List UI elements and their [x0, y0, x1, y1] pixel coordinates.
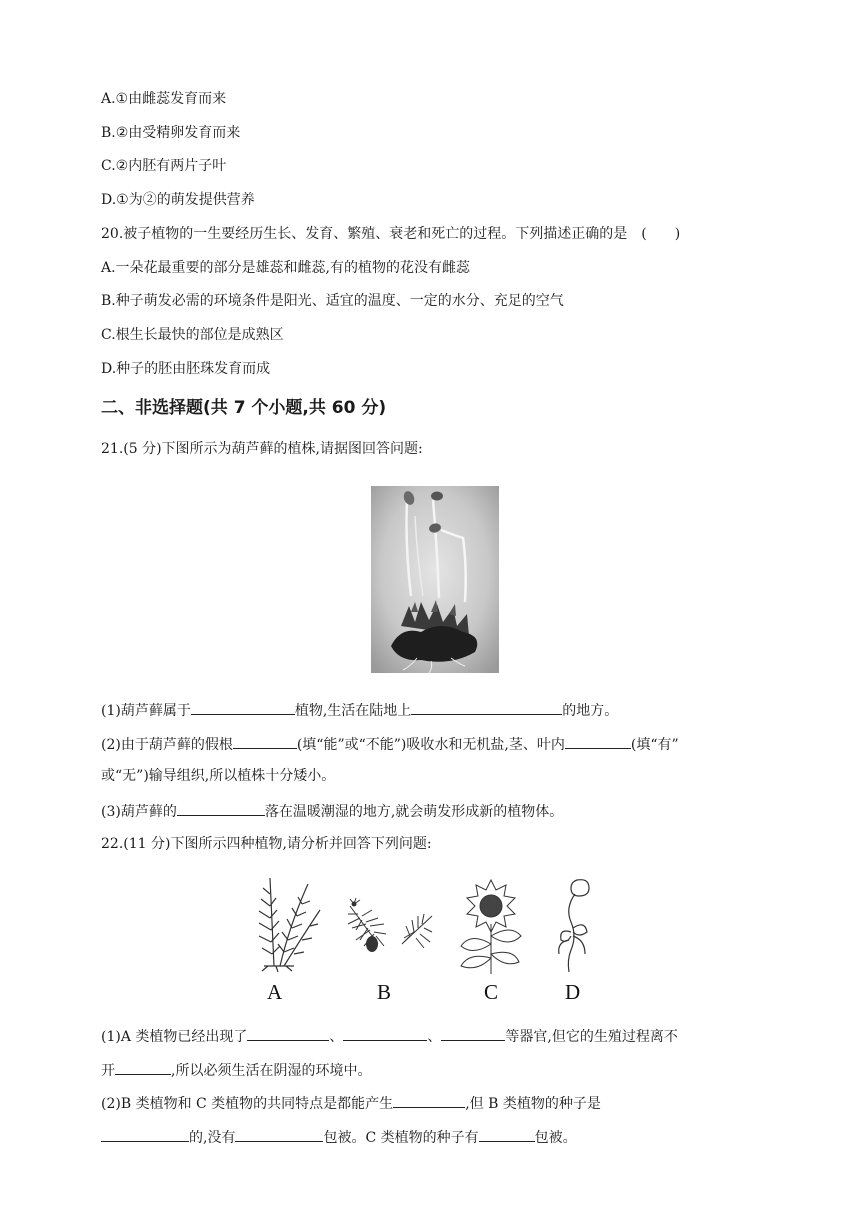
figure-label-b: B: [377, 980, 392, 1004]
q19-option-c: C.②内胚有两片子叶: [101, 158, 227, 174]
pine-illustration: [344, 896, 436, 958]
q20-option-d: D.种子的胚由胚珠发育而成: [101, 361, 271, 377]
answer-blank[interactable]: [177, 800, 265, 816]
answer-blank[interactable]: [247, 1025, 329, 1041]
fern-illustration: [250, 874, 324, 972]
moss-plant-figure: [371, 486, 499, 673]
q20-stem: 20.被子植物的一生要经历生长、发育、繁殖、衰老和死亡的过程。下列描述正确的是 ( ): [101, 226, 681, 242]
answer-blank[interactable]: [411, 699, 562, 715]
q21-part1: (1)葫芦藓属于 植物,生活在陆地上 的地方。: [101, 699, 618, 721]
q20-option-a: A.一朵花最重要的部分是雄蕊和雌蕊,有的植物的花没有雌蕊: [101, 260, 471, 276]
answer-blank[interactable]: [233, 733, 297, 749]
answer-blank[interactable]: [343, 1025, 427, 1041]
answer-blank[interactable]: [191, 699, 295, 715]
answer-blank[interactable]: [235, 1126, 323, 1142]
q21-part2-cont: 或“无”)输导组织,所以植株十分矮小。: [101, 768, 336, 784]
answer-blank[interactable]: [441, 1025, 505, 1041]
answer-blank[interactable]: [479, 1126, 535, 1142]
q19-option-a: A.①由雌蕊发育而来: [101, 91, 227, 107]
answer-blank[interactable]: [115, 1059, 171, 1075]
q19-option-b: B.②由受精卵发育而来: [101, 125, 241, 141]
q22-stem: 22.(11 分)下图所示四种植物,请分析并回答下列问题:: [101, 836, 432, 852]
q22-part1: (1)A 类植物已经出现了 、 、 等器官,但它的生殖过程离不: [101, 1025, 678, 1047]
q19-option-d: D.①为②的萌发提供营养: [101, 192, 255, 208]
q20-option-c: C.根生长最快的部位是成熟区: [101, 327, 284, 343]
seedling-illustration: [555, 874, 595, 976]
answer-blank[interactable]: [393, 1092, 465, 1108]
sunflower-illustration: [455, 874, 525, 976]
q22-part1-cont: 开 ,所以必须生活在阴湿的环境中。: [101, 1059, 371, 1081]
q21-stem: 21.(5 分)下图所示为葫芦藓的植株,请据图回答问题:: [101, 441, 423, 457]
answer-blank[interactable]: [101, 1126, 189, 1142]
q22-part2: (2)B 类植物和 C 类植物的共同特点是都能产生 ,但 B 类植物的种子是: [101, 1092, 601, 1114]
q21-part2: (2)由于葫芦藓的假根 (填“能”或“不能”)吸收水和无机盐,茎、叶内 (填“有”: [101, 733, 679, 755]
section-heading: 二、非选择题(共 7 个小题,共 60 分): [101, 398, 387, 418]
answer-blank[interactable]: [565, 733, 631, 749]
figure-label-c: C: [484, 980, 499, 1004]
figure-label-a: A: [267, 980, 283, 1004]
q20-option-b: B.种子萌发必需的环境条件是阳光、适宜的温度、一定的水分、充足的空气: [101, 293, 564, 309]
q21-part3: (3)葫芦藓的 落在温暖潮湿的地方,就会萌发形成新的植物体。: [101, 800, 563, 822]
q22-part2-cont: 的,没有 包被。C 类植物的种子有 包被。: [101, 1126, 577, 1148]
figure-label-d: D: [565, 980, 581, 1004]
